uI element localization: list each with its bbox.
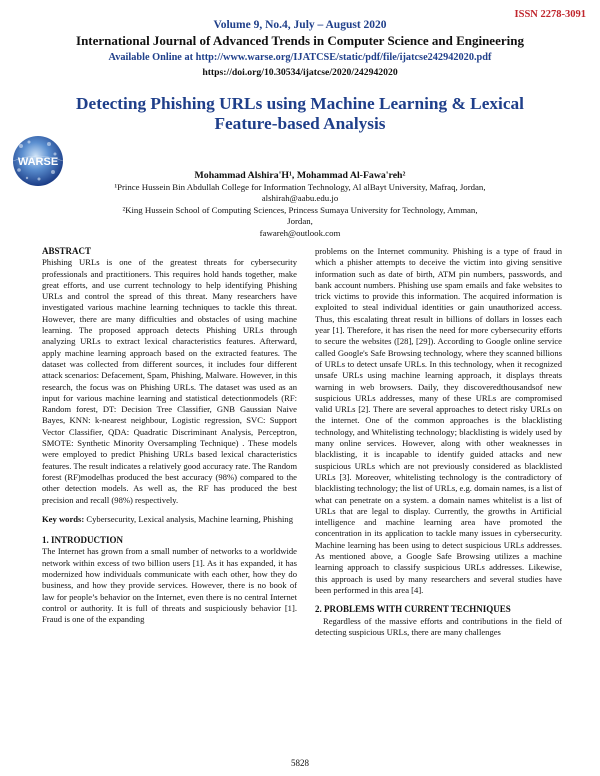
email-1[interactable]: alshirah@aabu.edu.jo bbox=[261, 193, 339, 203]
paper-title bbox=[60, 94, 540, 134]
issn-label: ISSN 2278-3091 bbox=[514, 9, 586, 20]
logo-text: WARSE bbox=[17, 156, 59, 168]
abstract-text: Phishing URLs is one of the greatest threats for cybersecurity professionals and practitioners. This requires hold hands together, make great efforts, and use current technology to help identifying Phishing URLs and control the spread of this threat. Many researchers have investigated various machine learning techniques to tackle this threat. However, there are many difficulties and obstacles of using machine learning. The proposed approach detects Phishing URLs through analyzing URLs to extract lexical characteristics features. Afterward, apply machine learning approach based on the extracted features. The dataset was collected from different sources, it includes four different attack scenarios: Defacement, Spam, Phishing, Malware. However, in this research, the focus was on Phishing URLs. The dataset was used as an input for various machine learning and statistical detectionmodels (RF: Random forest, DT: Decision Tree Classifier, GNB Gaussian Naive Bayes, KNN: k-nearest neighbour, Logistic regression, SVC: Support Vector Classifier, QDA: Quadratic Discriminant Analysis, Perceptron, SMOTE: Synthetic Minority Oversampling Technique) . These models were employed to predict Phishing URLs based lexical characteristics features. The result indicates a relatively good accuracy rate. The Random forest (RF)modelhas produced the best accuracy (98%) compared to the other detection models. As well as, the RF has produced the best precision and recall (98%) respectively. bbox=[42, 257, 298, 505]
page-number: 5828 bbox=[291, 758, 309, 768]
abstract-heading: ABSTRACT bbox=[42, 246, 92, 256]
intro-text: The Internet has grown from a small number of networks to a worldwide network within excess of two billion users [1]. As it has expanded, it has modernized how individuals communicate with each other, how they do business, and how they provide services. However, there is no book of law for people’s behavior on the Internet, even there is no central Internet control or authority. It is full of threats and suspiciously behavior [1]. Fraud is one of the expanding bbox=[42, 546, 297, 625]
paper-title-line-2: Feature-based Analysis bbox=[214, 114, 386, 133]
section-2-heading: 2. PROBLEMS WITH CURRENT TECHNIQUES bbox=[315, 604, 511, 615]
doi-link[interactable]: https://doi.org/10.30534/ijatcse/2020/242942020 bbox=[202, 67, 398, 78]
volume-line: Volume 9, No.4, July – August 2020 bbox=[213, 19, 387, 31]
warse-globe-logo bbox=[9, 134, 67, 188]
right-column bbox=[315, 246, 562, 638]
left-column bbox=[42, 246, 297, 626]
affiliation-1: ¹Prince Hussein Bin Abdullah College for Information Technology, Al alBayt University, Mafraq, Jordan, bbox=[114, 181, 486, 192]
affiliation-2: ²King Hussein School of Computing Sciences, Princess Sumaya University for Technology, Amman, Jordan, bbox=[122, 204, 478, 226]
intro-heading: 1. INTRODUCTION bbox=[42, 535, 124, 546]
keywords-label: Key words: bbox=[42, 513, 85, 524]
keywords-text: Cybersecurity, Lexical analysis, Machine learning, Phishing bbox=[84, 513, 293, 524]
keywords bbox=[42, 514, 297, 525]
paper-title-line-1: Detecting Phishing URLs using Machine Learning & Lexical bbox=[76, 94, 524, 113]
author-names: Mohammad Alshira'H¹, Mohammad Al-Fawa'reh² bbox=[194, 170, 406, 181]
section-2-text: Regardless of the massive efforts and contributions in the field of detecting suspicious URLs, there are many challenges bbox=[315, 615, 562, 637]
warse-logo-svg bbox=[9, 134, 67, 188]
author-block bbox=[110, 170, 490, 239]
available-online-link[interactable]: Available Online at http://www.warse.org/IJATCSE/static/pdf/file/ijatcse242942020.pdf bbox=[108, 52, 492, 63]
email-2[interactable]: fawareh@outlook.com bbox=[259, 227, 341, 238]
journal-title: International Journal of Advanced Trends in Computer Science and Engineering bbox=[76, 33, 524, 48]
intro-text-continued: problems on the Internet community. Phishing is a type of fraud in which a phisher attempts to deceive the victim into giving sensitive information such as date of birth, ATM pin numbers, passwords, and bank account numbers. Phishing use spam emails and fake websites to trick victims to provide this information. The acquired information is exploited to steal individual identities or gain unauthorized access. Thus, this escalating threat result in billions of dollars in losses each year [1]. Therefore, it has risen the need for more cybersecurity efforts to secure the websites ([28], [29]). According to Google online service called Google's Safe Browsing technology, where they scanned billions of URLs to detect unsafe URLs. In this technology, when it recognized unsafe URLs using machine learning approach, it displays threats warning in web browsers. Daily, they discoveredthousandsof new suspicious URLs addresses, many of these URLs are compromised valid URLs [2]. There are several approaches to detect risky URLs on the internet. One of the common approaches is the blacklisting technology, and Whitelisting technology; blacklisting is widely used by many online services. However, along with other weaknesses in blacklisting, it is incapable to identify guided attacks and new suspicious URLs which are not previously considered as blacklisted URLs [3]. Moreover, whitelisting technology is the contradictory of blacklisting technology; the list of URLs, e.g. domain names, is a list of what can penetrate on a system. a domain names whitelist is a list of URLs that are legal to display. Currently, the growths in Artificial intelligence and machine learning area have promoted the concentration in its application to tackle many issues in cybersecurity. Machine learning has been using to detect suspicious URLs addresses. As mentioned above, a Google Safe Browsing utilizes a machine learning approach to classify suspicious URLs addresses. Likewise, this approach is used by many researchers and several studies have been performed in this area [4]. bbox=[315, 246, 562, 595]
